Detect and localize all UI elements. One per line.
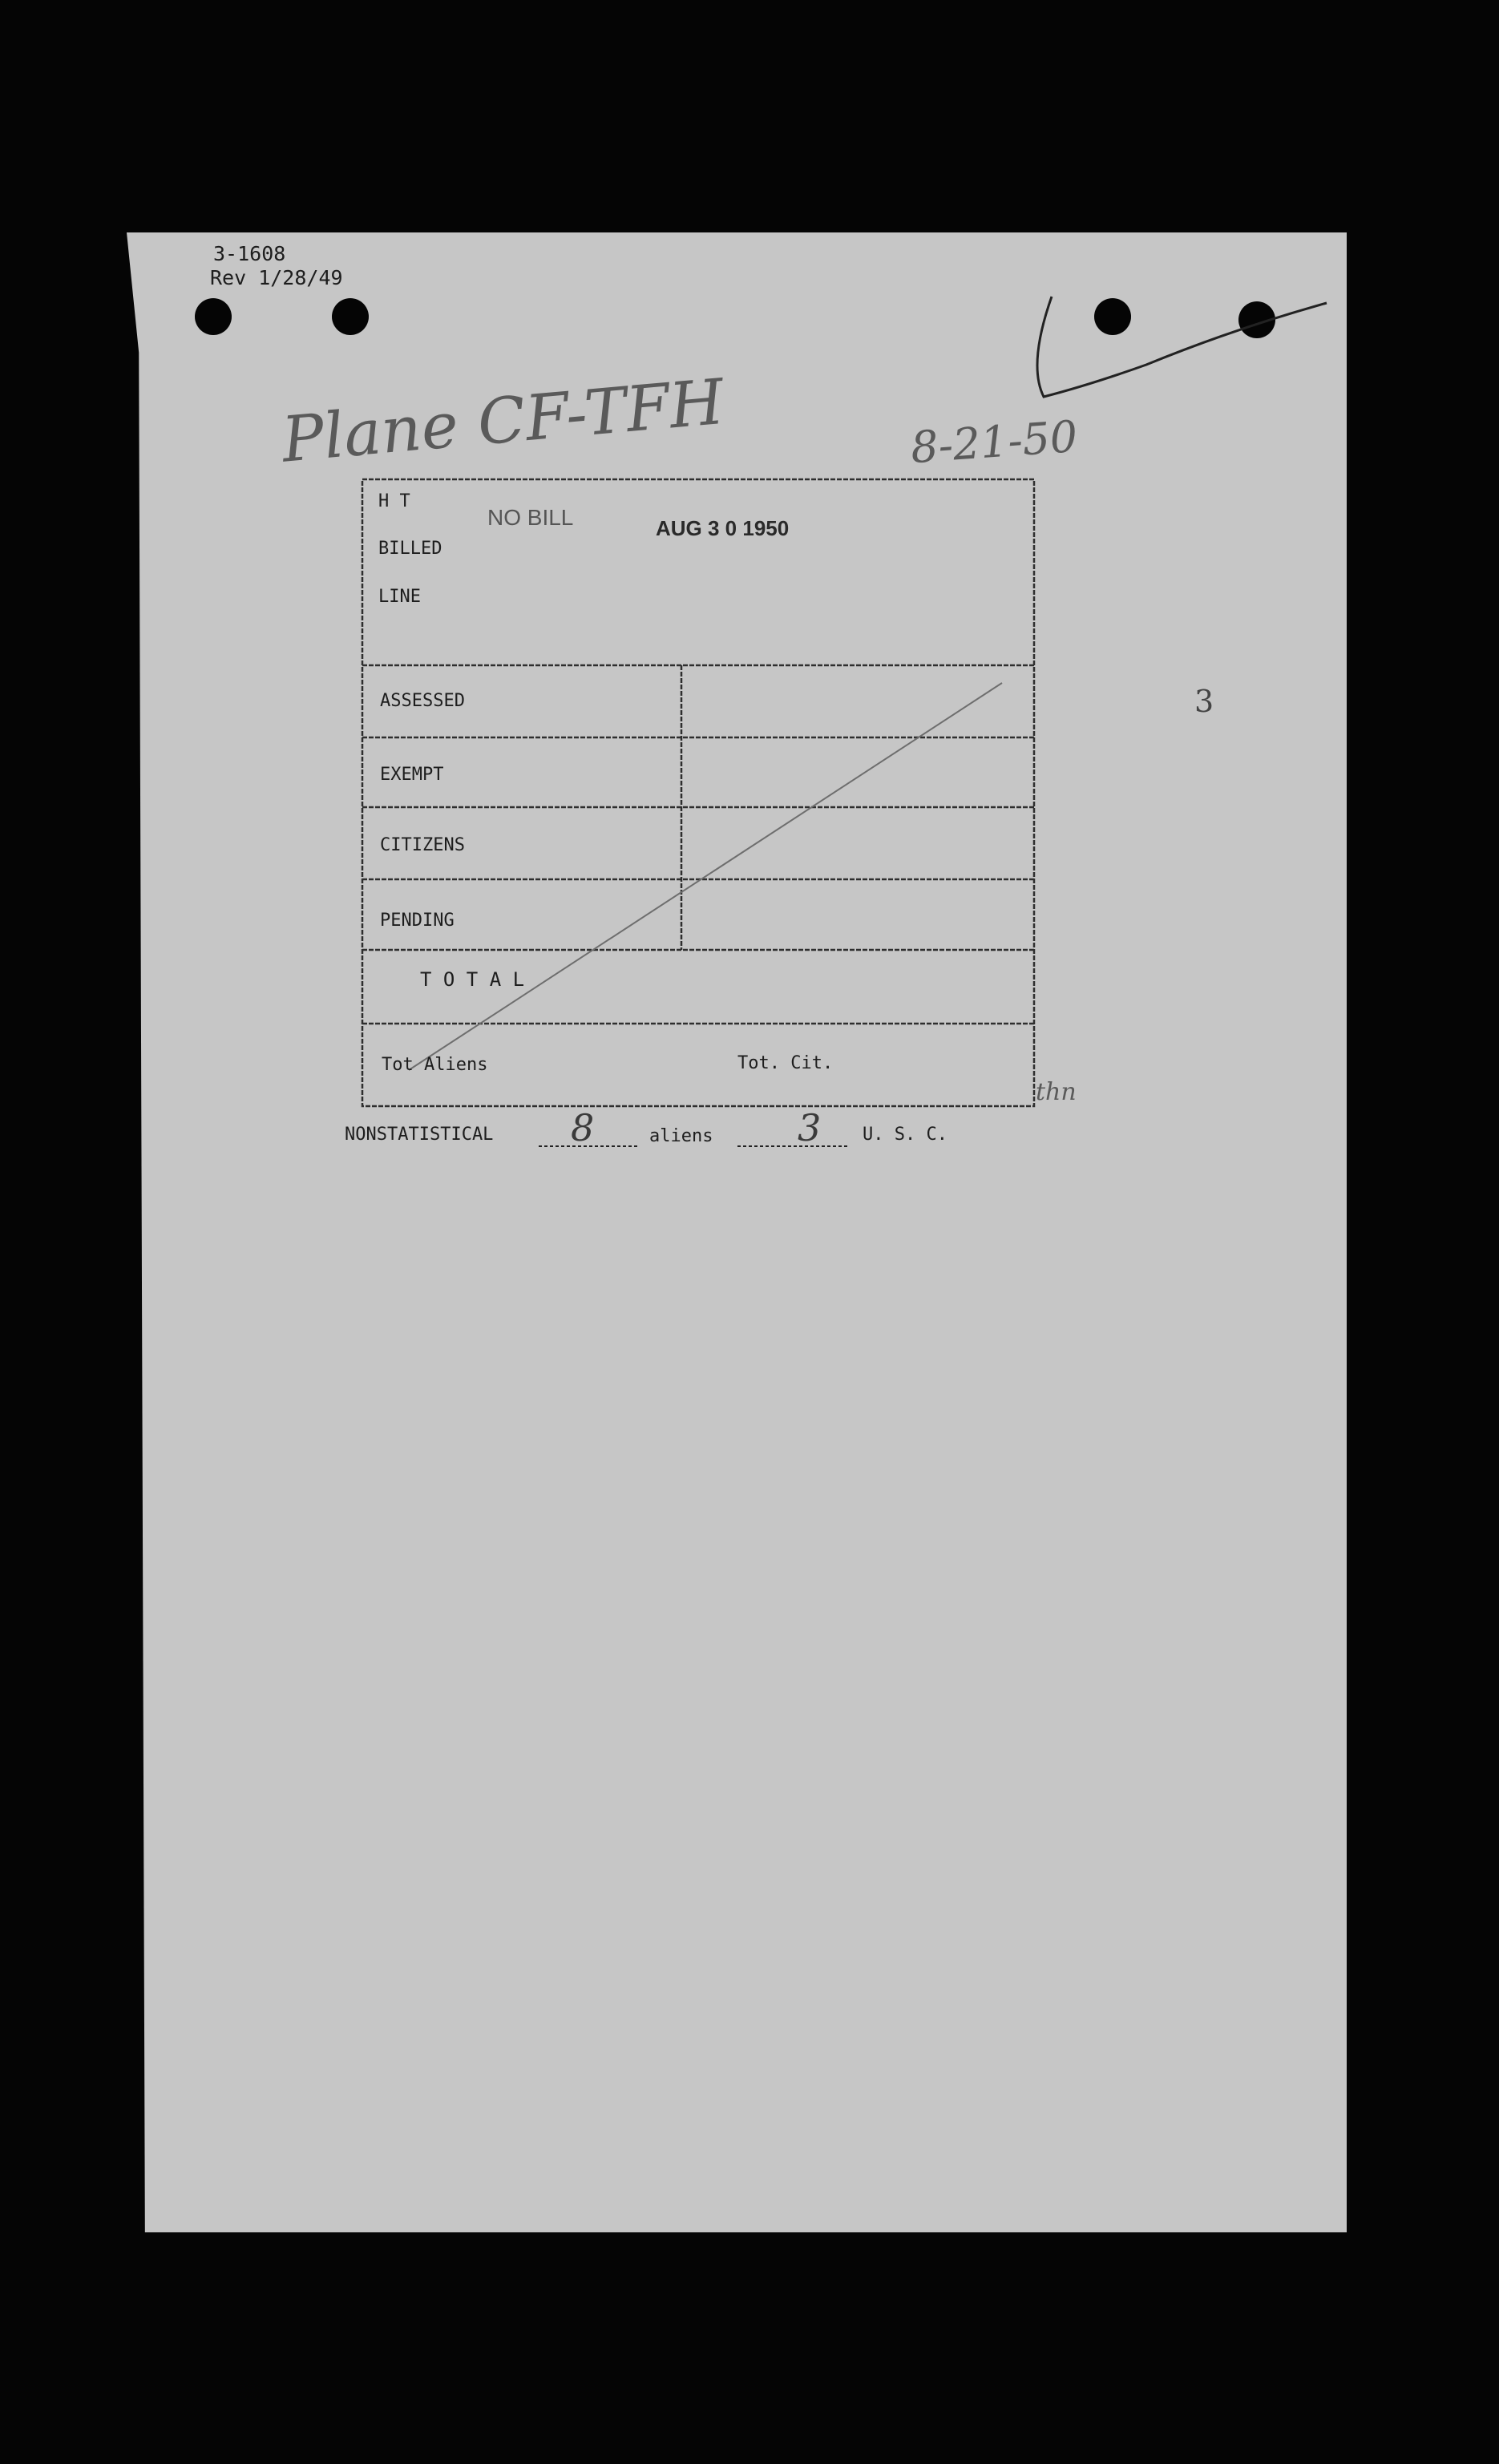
label-line: LINE (378, 587, 421, 607)
nonstat-aliens-label: aliens (649, 1126, 713, 1146)
row-label-assessed: ASSESSED (380, 691, 465, 711)
label-total: T O T A L (420, 968, 525, 991)
row-label-pending: PENDING (380, 911, 455, 931)
label-tot-aliens: Tot Aliens (382, 1055, 488, 1075)
nonstat-usc-label: U. S. C. (863, 1125, 947, 1145)
handwritten-initials: thn (1036, 1078, 1077, 1106)
stamp-no-bill: NO BILL (487, 505, 574, 530)
row-label-exempt: EXEMPT (380, 765, 444, 785)
label-ht: H T (378, 491, 410, 511)
handwritten-plane: Plane CF-TFH (279, 366, 727, 477)
label-tot-cit: Tot. Cit. (737, 1053, 834, 1073)
label-billed: BILLED (378, 539, 442, 559)
nonstat-usc-count: 3 (798, 1106, 822, 1149)
stamp-date: AUG 3 0 1950 (656, 516, 790, 540)
row-label-citizens: CITIZENS (380, 835, 465, 855)
nonstat-label: NONSTATISTICAL (345, 1125, 494, 1145)
form-revision: Rev 1/28/49 (210, 266, 343, 289)
form-number: 3-1608 (213, 242, 286, 265)
handwritten-date: 8-21-50 (909, 410, 1080, 474)
handwritten-page-number: 3 (1194, 684, 1214, 719)
nonstat-aliens-count: 8 (571, 1106, 595, 1149)
